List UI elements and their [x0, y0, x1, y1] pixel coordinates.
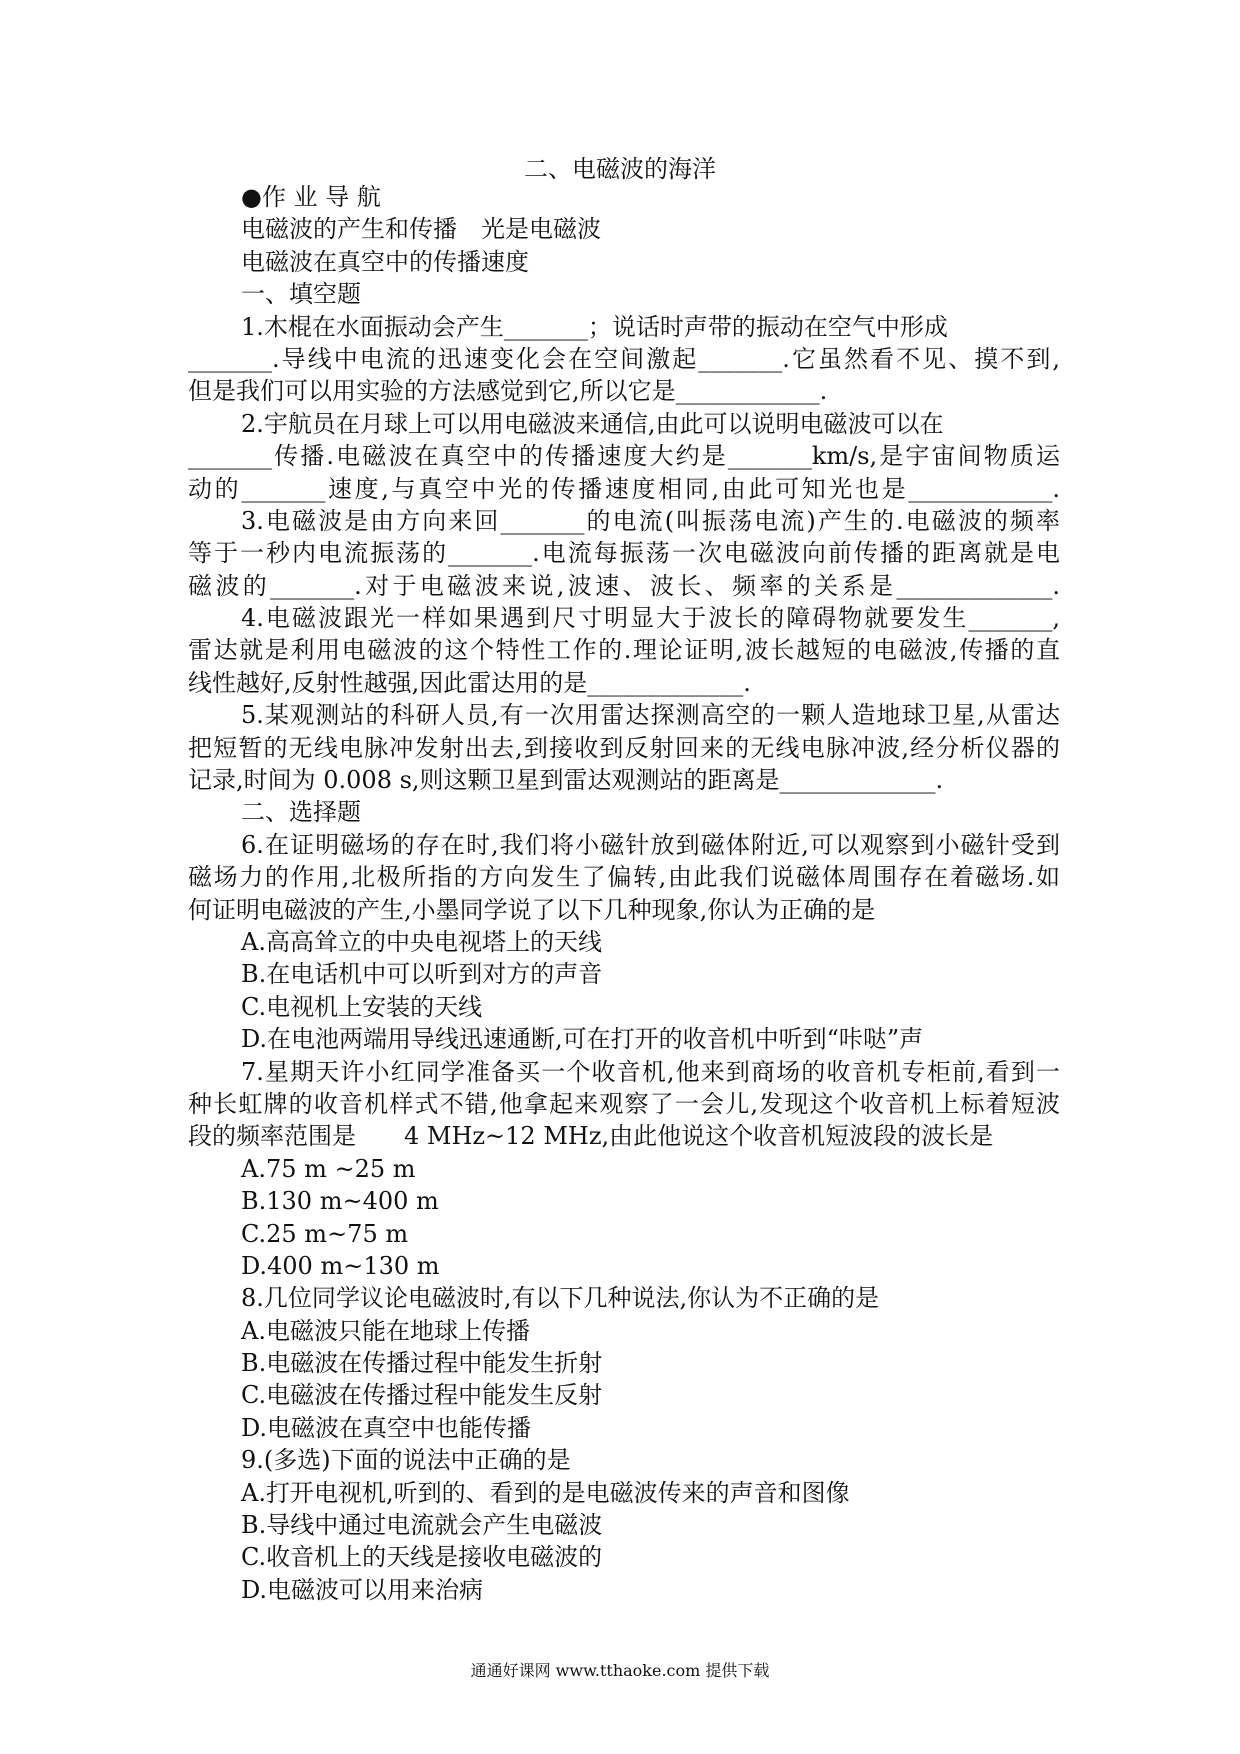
- text-line: 3.电磁波是由方向来回_______的电流(叫振荡电流)产生的.电磁波的频率: [241, 506, 1060, 535]
- text-line: 动的_______速度,与真空中光的传播速度相同,由此可知光也是____________.: [188, 474, 1060, 503]
- text-line: C.25 m~75 m: [241, 1219, 409, 1248]
- text-line: D.电磁波在真空中也能传播: [241, 1413, 532, 1442]
- text-line: A.高高耸立的中央电视塔上的天线: [241, 927, 602, 956]
- text-line: 二、选择题: [241, 798, 361, 827]
- text-line: 等于一秒内电流振荡的_______.电流每振荡一次电磁波向前传播的距离就是电: [188, 539, 1060, 568]
- page-footer: 通通好课网 www.tthaoke.com 提供下载: [470, 1661, 770, 1680]
- text-line: B.导线中通过电流就会产生电磁波: [241, 1511, 603, 1540]
- text-line: ●作 业 导 航: [241, 183, 381, 211]
- page-title: 二、电磁波的海洋: [524, 155, 716, 183]
- text-line: A.电磁波只能在地球上传播: [241, 1316, 530, 1345]
- text-line: _______.导线中电流的迅速变化会在空间激起_______.它虽然看不见、摸不到,: [188, 344, 1060, 373]
- text-line: 7.星期天许小红同学准备买一个收音机,他来到商场的收音机专柜前,看到一: [241, 1057, 1060, 1086]
- text-line: 电磁波在真空中的传播速度: [241, 247, 529, 276]
- text-line: _______传播.电磁波在真空中的传播速度大约是_______km/s,是宇宙间物质运: [188, 442, 1060, 471]
- text-line: 1.木棍在水面振动会产生_______；说话时声带的振动在空气中形成: [241, 312, 948, 341]
- text-line: 磁场力的作用,北极所指的方向发生了偏转,由此我们说磁体周围存在着磁场.如: [188, 863, 1060, 892]
- text-line: 4.电磁波跟光一样如果遇到尺寸明显大于波长的障碍物就要发生_______,: [241, 604, 1060, 633]
- text-line: 5.某观测站的科研人员,有一次用雷达探测高空的一颗人造地球卫星,从雷达: [241, 701, 1060, 730]
- text-line: 一、填空题: [241, 280, 361, 309]
- text-line: 电磁波的产生和传播 光是电磁波: [241, 215, 601, 244]
- text-line: B.在电话机中可以听到对方的声音: [241, 960, 603, 989]
- text-line: D.电磁波可以用来治病: [241, 1575, 484, 1604]
- text-line: 线性越好,反射性越强,因此雷达用的是_____________.: [188, 668, 751, 697]
- text-line: C.收音机上的天线是接收电磁波的: [241, 1543, 603, 1572]
- text-line: 8.几位同学议论电磁波时,有以下几种说法,你认为不正确的是: [241, 1284, 880, 1313]
- text-line: C.电视机上安装的天线: [241, 992, 483, 1021]
- text-line: 但是我们可以用实验的方法感觉到它,所以它是____________.: [188, 377, 828, 406]
- text-line: 把短暂的无线电脉冲发射出去,到接收到反射回来的无线电脉冲波,经分析仪器的: [188, 733, 1060, 762]
- text-line: 磁波的_______.对于电磁波来说,波速、波长、频率的关系是_____________.: [188, 571, 1060, 600]
- text-line: C.电磁波在传播过程中能发生反射: [241, 1381, 603, 1410]
- text-line: B.130 m~400 m: [241, 1187, 439, 1216]
- text-line: 记录,时间为 0.008 s,则这颗卫星到雷达观测站的距离是_____________.: [188, 766, 944, 795]
- text-line: 种长虹牌的收音机样式不错,他拿起来观察了一会儿,发现这个收音机上标着短波: [188, 1089, 1060, 1118]
- text-line: 雷达就是利用电磁波的这个特性工作的.理论证明,波长越短的电磁波,传播的直: [188, 636, 1060, 665]
- text-line: B.电磁波在传播过程中能发生折射: [241, 1349, 603, 1378]
- text-line: D.400 m~130 m: [241, 1251, 440, 1280]
- text-line: D.在电池两端用导线迅速通断,可在打开的收音机中听到“咔哒”声: [241, 1025, 924, 1054]
- text-line: 2.宇航员在月球上可以用电磁波来通信,由此可以说明电磁波可以在: [241, 409, 944, 438]
- text-line: A.75 m ~25 m: [241, 1154, 416, 1183]
- text-line: A.打开电视机,听到的、看到的是电磁波传来的声音和图像: [241, 1478, 850, 1507]
- text-line: 何证明电磁波的产生,小墨同学说了以下几种现象,你认为正确的是: [188, 895, 876, 924]
- worksheet-body: [188, 181, 1060, 1606]
- text-line: 6.在证明磁场的存在时,我们将小磁针放到磁体附近,可以观察到小磁针受到: [241, 830, 1060, 859]
- text-line: 段的频率范围是 4 MHz~12 MHz,由此他说这个收音机短波段的波长是: [188, 1122, 994, 1151]
- text-line: 9.(多选)下面的说法中正确的是: [241, 1446, 571, 1475]
